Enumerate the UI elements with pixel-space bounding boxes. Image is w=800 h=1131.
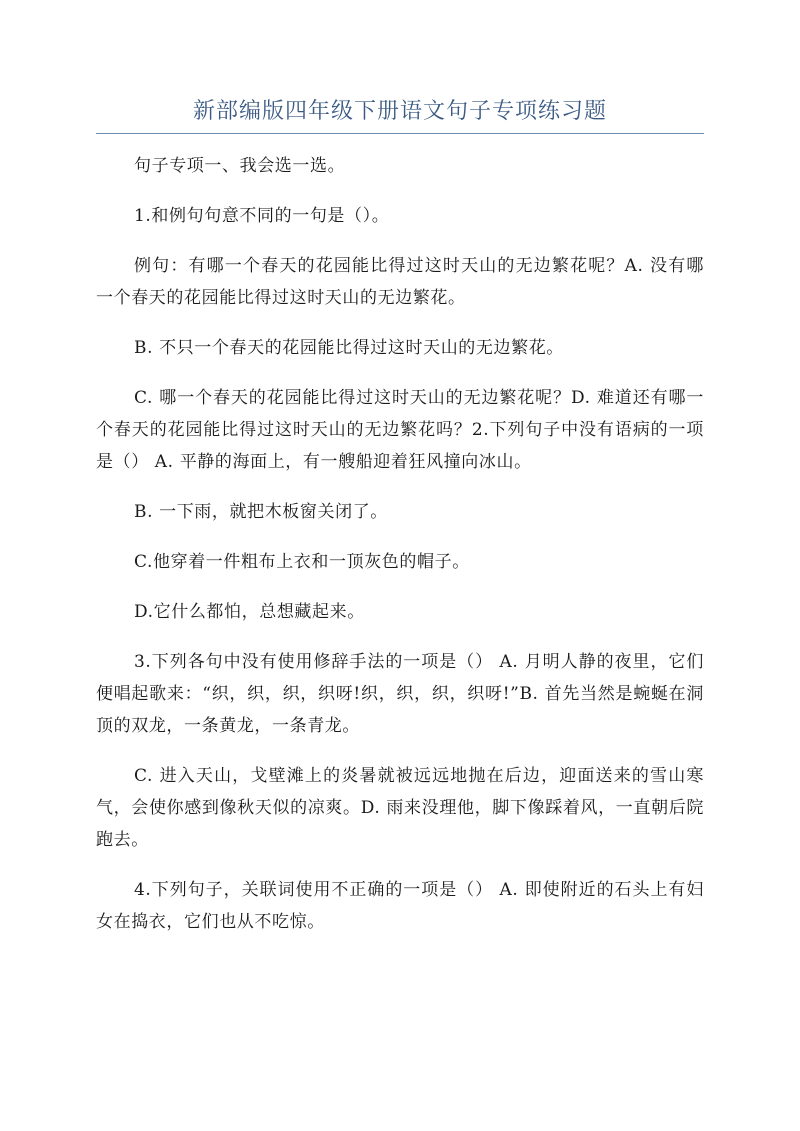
document-body <box>96 150 704 956</box>
document-title: 新部编版四年级下册语文句子专项练习题 <box>192 99 607 124</box>
question-1-options-cd-question-2: C. 哪一个春天的花园能比得过这时天山的无边繁花呢？D. 难道还有哪一个春天的花园能比得过这时天山的无边繁花吗？2.下列句子中没有语病的一项是（） A. 平静的海面上，有一艘船迎着狂风撞向冰山。 <box>96 388 704 472</box>
question-1: 1.和例句句意不同的一句是（）。 <box>134 206 390 226</box>
question-4: 4.下列句子，关联词使用不正确的一项是（） A. 即使附近的石头上有妇女在捣衣，它们也从不吃惊。 <box>96 880 704 932</box>
title-underline <box>96 133 704 134</box>
question-1-example: 例句：有哪一个春天的花园能比得过这时天山的无边繁花呢？A. 没有哪一个春天的花园能比得过这时天山的无边繁花。 <box>96 256 704 308</box>
question-2-option-d: D.它什么都怕，总想藏起来。 <box>134 602 365 622</box>
question-3-options-cd: C. 进入天山，戈壁滩上的炎暑就被远远地抛在后边，迎面送来的雪山寒气，会使你感到像秋天似的凉爽。D. 雨来没理他，脚下像踩着风，一直朝后院跑去。 <box>96 766 704 850</box>
question-2-option-b: B. 一下雨，就把木板窗关闭了。 <box>134 502 388 522</box>
section-heading: 句子专项一、我会选一选。 <box>134 156 346 176</box>
question-3: 3.下列各句中没有使用修辞手法的一项是（） A. 月明人静的夜里，它们便唱起歌来：“织，织，织，织呀!织，织，织，织呀!”B. 首先当然是蜿蜒在洞顶的双龙，一条黄龙，一条青龙。 <box>96 652 704 736</box>
question-2-option-c: C.他穿着一件粗布上衣和一顶灰色的帽子。 <box>134 552 470 572</box>
question-1-option-b: B. 不只一个春天的花园能比得过这时天山的无边繁花。 <box>134 338 564 358</box>
